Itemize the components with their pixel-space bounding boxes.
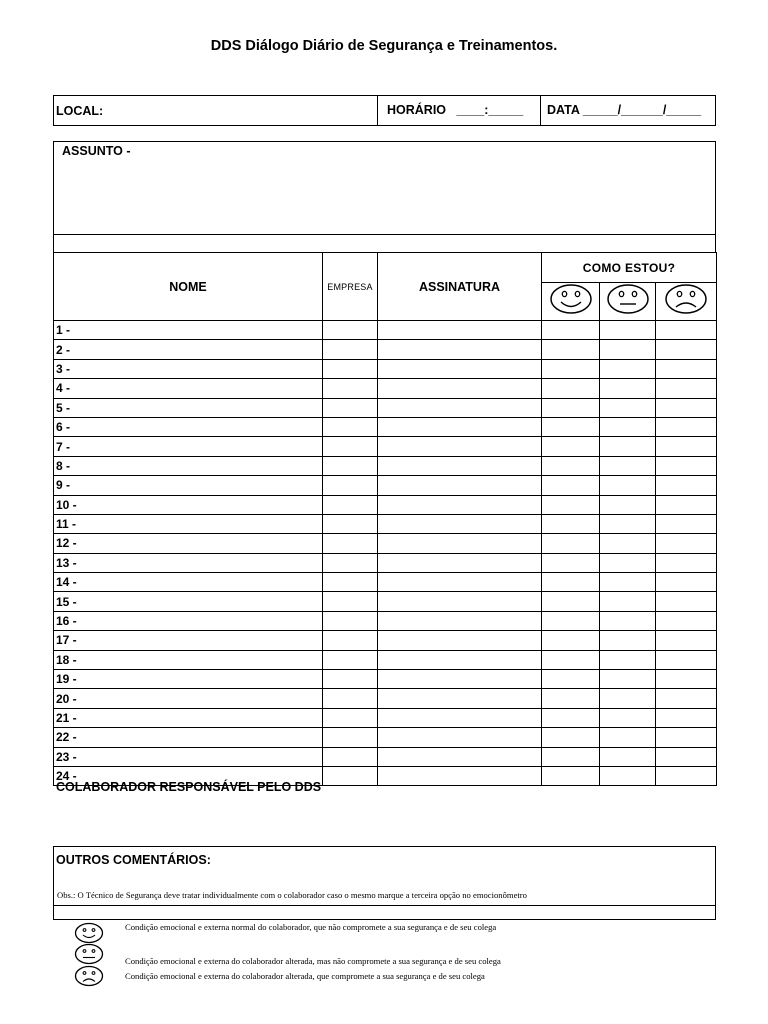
assinatura-cell[interactable] bbox=[378, 766, 542, 785]
row-number: 13 - bbox=[56, 555, 77, 570]
assinatura-cell[interactable] bbox=[378, 321, 542, 340]
assinatura-cell[interactable] bbox=[378, 417, 542, 436]
happy-face-header bbox=[542, 283, 600, 321]
nome-cell[interactable] bbox=[54, 534, 323, 553]
sad-cell[interactable] bbox=[656, 456, 717, 475]
happy-cell[interactable] bbox=[542, 534, 600, 553]
table-row bbox=[54, 592, 717, 611]
happy-cell[interactable] bbox=[542, 398, 600, 417]
sad-cell[interactable] bbox=[656, 417, 717, 436]
sad-cell[interactable] bbox=[656, 747, 717, 766]
colaborador-label: COLABORADOR RESPONSÁVEL PELO DDS bbox=[56, 780, 322, 794]
nome-cell[interactable] bbox=[54, 747, 323, 766]
empresa-cell[interactable] bbox=[323, 495, 378, 514]
nome-cell[interactable] bbox=[54, 573, 323, 592]
row-number: 1 - bbox=[56, 323, 71, 338]
row-number: 3 - bbox=[56, 361, 71, 376]
nome-cell[interactable] bbox=[54, 689, 323, 708]
neutral-cell[interactable] bbox=[600, 553, 656, 572]
neutral-cell[interactable] bbox=[600, 534, 656, 553]
nome-cell[interactable] bbox=[54, 340, 323, 359]
neutral-cell[interactable] bbox=[600, 321, 656, 340]
empresa-cell[interactable] bbox=[323, 650, 378, 669]
legend-text-altered: Condição emocional e externa do colaborador alterada, mas não compromete a sua segurança e de seu colega bbox=[125, 956, 501, 966]
neutral-cell[interactable] bbox=[600, 514, 656, 533]
empresa-cell[interactable] bbox=[323, 592, 378, 611]
row-number: 2 - bbox=[56, 342, 71, 357]
outros-label: OUTROS COMENTÁRIOS: bbox=[56, 853, 211, 867]
assinatura-cell[interactable] bbox=[378, 495, 542, 514]
row-number: 20 - bbox=[56, 691, 77, 706]
nome-cell[interactable] bbox=[54, 476, 323, 495]
nome-header: NOME bbox=[54, 253, 323, 321]
table-row bbox=[54, 456, 717, 475]
assunto-field[interactable] bbox=[53, 141, 716, 235]
table-row bbox=[54, 689, 717, 708]
empresa-cell[interactable] bbox=[323, 359, 378, 378]
neutral-cell[interactable] bbox=[600, 670, 656, 689]
row-number: 4 - bbox=[56, 381, 71, 396]
nome-cell[interactable] bbox=[54, 592, 323, 611]
empresa-cell[interactable] bbox=[323, 379, 378, 398]
neutral-cell[interactable] bbox=[600, 340, 656, 359]
sad-face-icon bbox=[664, 283, 708, 315]
assinatura-cell[interactable] bbox=[378, 437, 542, 456]
obs-text: Obs.: O Técnico de Segurança deve tratar individualmente com o colaborador caso o mesmo marque a terceira opção no emocionômetro bbox=[57, 890, 527, 900]
horario-field[interactable] bbox=[377, 95, 541, 126]
assinatura-cell[interactable] bbox=[378, 728, 542, 747]
happy-cell[interactable] bbox=[542, 650, 600, 669]
empresa-cell[interactable] bbox=[323, 437, 378, 456]
assinatura-cell[interactable] bbox=[378, 650, 542, 669]
empresa-cell[interactable] bbox=[323, 573, 378, 592]
nome-cell[interactable] bbox=[54, 359, 323, 378]
nome-cell[interactable] bbox=[54, 728, 323, 747]
assinatura-cell[interactable] bbox=[378, 573, 542, 592]
legend-sad-face-icon bbox=[74, 965, 104, 987]
happy-cell[interactable] bbox=[542, 379, 600, 398]
table-row bbox=[54, 359, 717, 378]
attendance-table bbox=[53, 252, 717, 786]
sad-face-header bbox=[656, 283, 717, 321]
happy-cell[interactable] bbox=[542, 321, 600, 340]
neutral-cell[interactable] bbox=[600, 573, 656, 592]
assinatura-cell[interactable] bbox=[378, 631, 542, 650]
table-row bbox=[54, 611, 717, 630]
local-label: LOCAL: bbox=[56, 104, 104, 118]
happy-cell[interactable] bbox=[542, 417, 600, 436]
assinatura-cell[interactable] bbox=[378, 456, 542, 475]
row-number: 12 - bbox=[56, 536, 77, 551]
empresa-cell[interactable] bbox=[323, 514, 378, 533]
nome-cell[interactable] bbox=[54, 553, 323, 572]
empresa-cell[interactable] bbox=[323, 708, 378, 727]
table-row bbox=[54, 495, 717, 514]
row-number: 16 - bbox=[56, 614, 77, 629]
legend-text-normal: Condição emocional e externa normal do colaborador, que não compromete a sua segurança e de seu colega bbox=[125, 922, 497, 932]
sad-cell[interactable] bbox=[656, 728, 717, 747]
assinatura-cell[interactable] bbox=[378, 514, 542, 533]
sad-cell[interactable] bbox=[656, 398, 717, 417]
happy-cell[interactable] bbox=[542, 631, 600, 650]
table-row bbox=[54, 398, 717, 417]
empresa-cell[interactable] bbox=[323, 398, 378, 417]
sad-cell[interactable] bbox=[656, 437, 717, 456]
row-number: 22 - bbox=[56, 730, 77, 745]
table-row bbox=[54, 321, 717, 340]
table-row bbox=[54, 553, 717, 572]
neutral-cell[interactable] bbox=[600, 728, 656, 747]
nome-cell[interactable] bbox=[54, 379, 323, 398]
nome-cell[interactable] bbox=[54, 631, 323, 650]
empresa-cell[interactable] bbox=[323, 456, 378, 475]
happy-cell[interactable] bbox=[542, 553, 600, 572]
assinatura-cell[interactable] bbox=[378, 379, 542, 398]
row-number: 7 - bbox=[56, 439, 71, 454]
neutral-cell[interactable] bbox=[600, 708, 656, 727]
happy-cell[interactable] bbox=[542, 766, 600, 785]
table-row bbox=[54, 747, 717, 766]
assinatura-cell[interactable] bbox=[378, 340, 542, 359]
happy-cell[interactable] bbox=[542, 747, 600, 766]
row-number: 9 - bbox=[56, 478, 71, 493]
assinatura-cell[interactable] bbox=[378, 747, 542, 766]
sad-cell[interactable] bbox=[656, 534, 717, 553]
neutral-cell[interactable] bbox=[600, 650, 656, 669]
assunto-label: ASSUNTO - bbox=[62, 144, 131, 158]
assinatura-cell[interactable] bbox=[378, 592, 542, 611]
nome-cell[interactable] bbox=[54, 514, 323, 533]
sad-cell[interactable] bbox=[656, 321, 717, 340]
neutral-cell[interactable] bbox=[600, 495, 656, 514]
empresa-cell[interactable] bbox=[323, 689, 378, 708]
empresa-cell[interactable] bbox=[323, 747, 378, 766]
assinatura-cell[interactable] bbox=[378, 359, 542, 378]
table-row bbox=[54, 631, 717, 650]
neutral-cell[interactable] bbox=[600, 747, 656, 766]
neutral-cell[interactable] bbox=[600, 398, 656, 417]
sad-cell[interactable] bbox=[656, 611, 717, 630]
outros-comentarios-field[interactable] bbox=[53, 846, 716, 906]
neutral-cell[interactable] bbox=[600, 689, 656, 708]
table-row bbox=[54, 708, 717, 727]
sad-cell[interactable] bbox=[656, 766, 717, 785]
neutral-face-icon bbox=[606, 283, 650, 315]
neutral-cell[interactable] bbox=[600, 766, 656, 785]
row-number: 5 - bbox=[56, 400, 71, 415]
nome-cell[interactable] bbox=[54, 650, 323, 669]
neutral-cell[interactable] bbox=[600, 359, 656, 378]
sad-cell[interactable] bbox=[656, 340, 717, 359]
assinatura-cell[interactable] bbox=[378, 553, 542, 572]
happy-cell[interactable] bbox=[542, 611, 600, 630]
neutral-cell[interactable] bbox=[600, 611, 656, 630]
sad-cell[interactable] bbox=[656, 631, 717, 650]
local-field[interactable] bbox=[53, 95, 378, 126]
happy-cell[interactable] bbox=[542, 592, 600, 611]
neutral-cell[interactable] bbox=[600, 476, 656, 495]
empresa-cell[interactable] bbox=[323, 611, 378, 630]
row-number: 19 - bbox=[56, 672, 77, 687]
row-number: 23 - bbox=[56, 749, 77, 764]
row-number: 14 - bbox=[56, 575, 77, 590]
empresa-cell[interactable] bbox=[323, 340, 378, 359]
table-row bbox=[54, 437, 717, 456]
row-number: 17 - bbox=[56, 633, 77, 648]
empresa-cell[interactable] bbox=[323, 631, 378, 650]
table-row bbox=[54, 340, 717, 359]
neutral-cell[interactable] bbox=[600, 456, 656, 475]
happy-cell[interactable] bbox=[542, 476, 600, 495]
nome-cell[interactable] bbox=[54, 495, 323, 514]
happy-cell[interactable] bbox=[542, 728, 600, 747]
happy-cell[interactable] bbox=[542, 573, 600, 592]
happy-cell[interactable] bbox=[542, 456, 600, 475]
happy-cell[interactable] bbox=[542, 670, 600, 689]
nome-cell[interactable] bbox=[54, 708, 323, 727]
happy-cell[interactable] bbox=[542, 495, 600, 514]
empresa-cell[interactable] bbox=[323, 476, 378, 495]
obs-spacer-row bbox=[53, 905, 716, 920]
sad-cell[interactable] bbox=[656, 708, 717, 727]
table-row bbox=[54, 573, 717, 592]
sad-cell[interactable] bbox=[656, 514, 717, 533]
row-number: 11 - bbox=[56, 517, 77, 532]
sad-cell[interactable] bbox=[656, 592, 717, 611]
como-estou-header: COMO ESTOU? bbox=[542, 253, 717, 283]
empresa-cell[interactable] bbox=[323, 321, 378, 340]
sad-cell[interactable] bbox=[656, 379, 717, 398]
nome-cell[interactable] bbox=[54, 456, 323, 475]
assinatura-cell[interactable] bbox=[378, 398, 542, 417]
assinatura-cell[interactable] bbox=[378, 476, 542, 495]
legend-text-compromised: Condição emocional e externa do colaborador alterada, que compromete a sua segurança e de seu colega bbox=[125, 971, 485, 981]
empresa-cell[interactable] bbox=[323, 728, 378, 747]
table-row bbox=[54, 534, 717, 553]
empresa-header: EMPRESA bbox=[323, 253, 378, 321]
neutral-cell[interactable] bbox=[600, 592, 656, 611]
happy-face-icon bbox=[549, 283, 593, 315]
sad-cell[interactable] bbox=[656, 689, 717, 708]
happy-cell[interactable] bbox=[542, 359, 600, 378]
nome-cell[interactable] bbox=[54, 437, 323, 456]
empresa-cell[interactable] bbox=[323, 534, 378, 553]
table-row bbox=[54, 650, 717, 669]
neutral-cell[interactable] bbox=[600, 437, 656, 456]
nome-cell[interactable] bbox=[54, 611, 323, 630]
row-number: 6 - bbox=[56, 420, 71, 435]
table-row bbox=[54, 728, 717, 747]
happy-cell[interactable] bbox=[542, 708, 600, 727]
sad-cell[interactable] bbox=[656, 553, 717, 572]
assinatura-cell[interactable] bbox=[378, 708, 542, 727]
happy-cell[interactable] bbox=[542, 437, 600, 456]
table-row bbox=[54, 514, 717, 533]
spacer-row bbox=[53, 234, 716, 253]
assinatura-header: ASSINATURA bbox=[378, 253, 542, 321]
assinatura-cell[interactable] bbox=[378, 534, 542, 553]
table-row bbox=[54, 379, 717, 398]
happy-cell[interactable] bbox=[542, 340, 600, 359]
sad-cell[interactable] bbox=[656, 650, 717, 669]
sad-cell[interactable] bbox=[656, 359, 717, 378]
row-number: 24 - bbox=[56, 769, 77, 784]
neutral-cell[interactable] bbox=[600, 417, 656, 436]
empresa-cell[interactable] bbox=[323, 417, 378, 436]
assinatura-cell[interactable] bbox=[378, 670, 542, 689]
page-title: DDS Diálogo Diário de Segurança e Treinamentos. bbox=[210, 38, 558, 54]
row-number: 18 - bbox=[56, 652, 77, 667]
neutral-cell[interactable] bbox=[600, 379, 656, 398]
legend-neutral-face-icon bbox=[74, 943, 104, 965]
happy-cell[interactable] bbox=[542, 689, 600, 708]
sad-cell[interactable] bbox=[656, 670, 717, 689]
nome-cell[interactable] bbox=[54, 417, 323, 436]
empresa-cell[interactable] bbox=[323, 766, 378, 785]
neutral-cell[interactable] bbox=[600, 631, 656, 650]
nome-cell[interactable] bbox=[54, 398, 323, 417]
legend-happy-face-icon bbox=[74, 922, 104, 944]
nome-cell[interactable] bbox=[54, 321, 323, 340]
empresa-cell[interactable] bbox=[323, 553, 378, 572]
neutral-face-header bbox=[600, 283, 656, 321]
sad-cell[interactable] bbox=[656, 573, 717, 592]
row-number: 21 - bbox=[56, 711, 77, 725]
empresa-cell[interactable] bbox=[323, 670, 378, 689]
row-number: 10 - bbox=[56, 497, 77, 512]
assinatura-cell[interactable] bbox=[378, 611, 542, 630]
happy-cell[interactable] bbox=[542, 514, 600, 533]
table-row bbox=[54, 476, 717, 495]
table-row bbox=[54, 670, 717, 689]
assinatura-cell[interactable] bbox=[378, 689, 542, 708]
data-label: DATA _____/______/_____ bbox=[547, 103, 702, 117]
data-field[interactable] bbox=[540, 95, 716, 126]
row-number: 15 - bbox=[56, 594, 77, 609]
sad-cell[interactable] bbox=[656, 476, 717, 495]
sad-cell[interactable] bbox=[656, 495, 717, 514]
nome-cell[interactable] bbox=[54, 670, 323, 689]
table-row bbox=[54, 417, 717, 436]
horario-label: HORÁRIO ____:_____ bbox=[387, 103, 524, 117]
row-number: 8 - bbox=[56, 458, 71, 473]
